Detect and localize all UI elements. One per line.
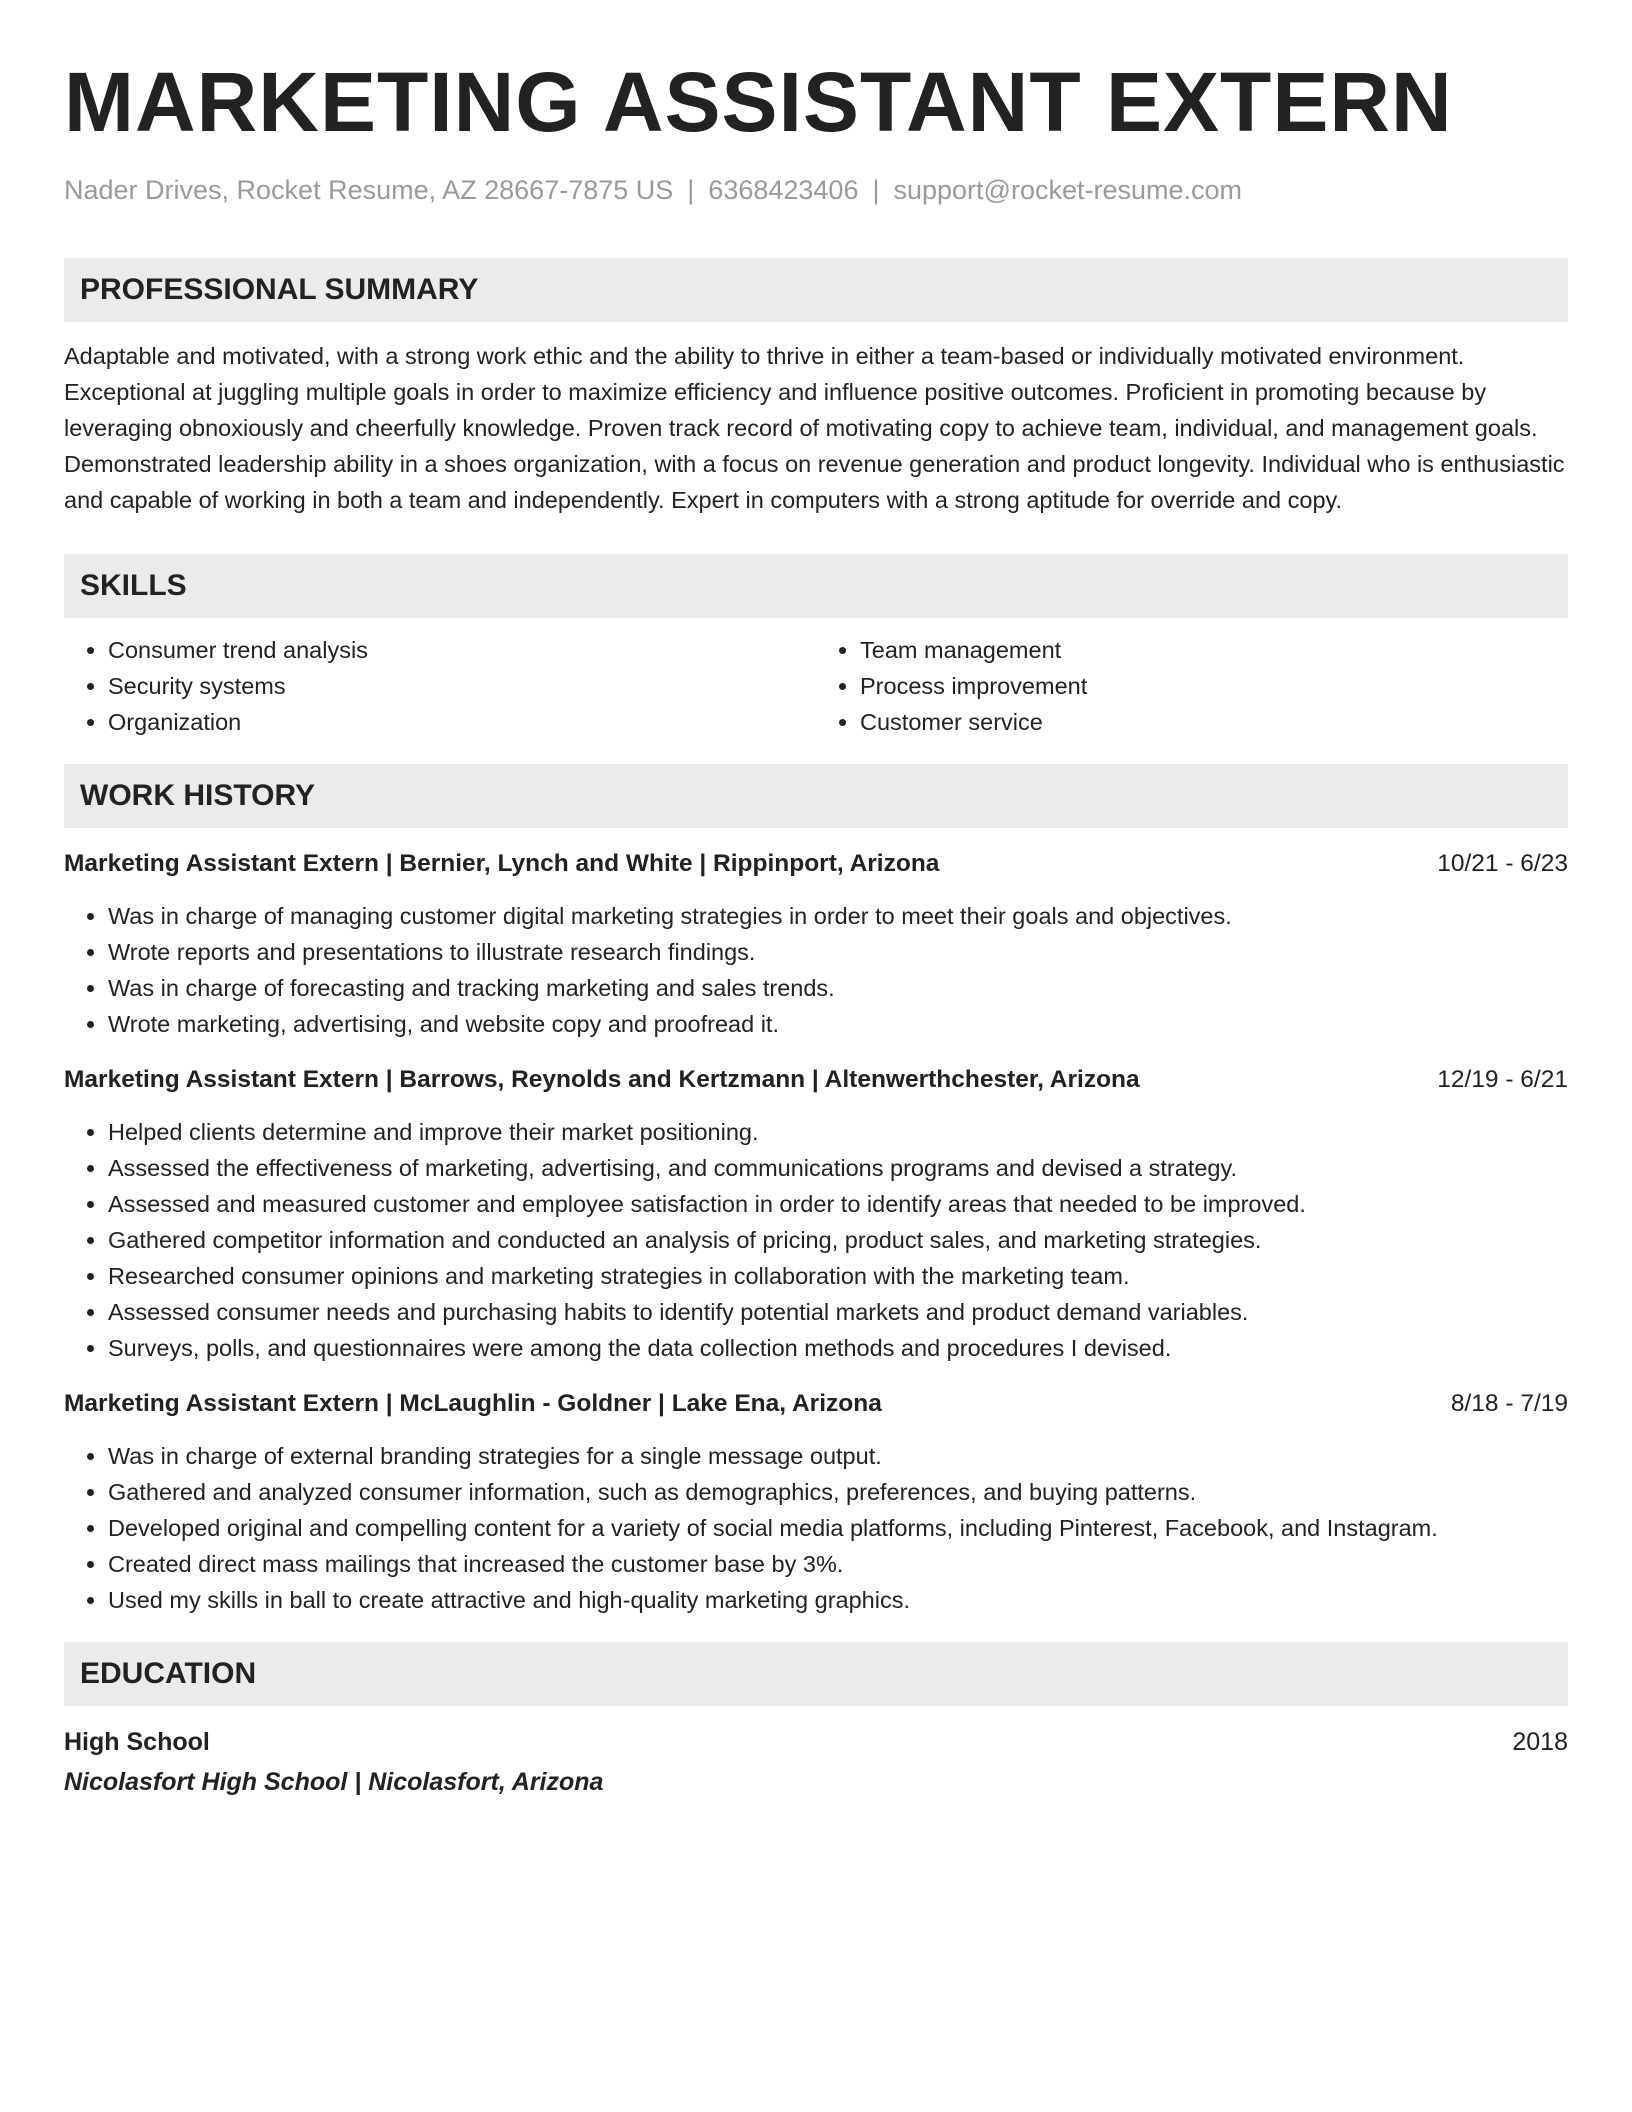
job-header <box>64 1062 1568 1098</box>
job-bullet: • Assessed and measured customer and employee satisfaction in order to identify areas that needed to be improved. <box>108 1186 1568 1222</box>
job-entry <box>64 1386 1568 1618</box>
skills-column-left <box>64 632 816 740</box>
summary-text: Adaptable and motivated, with a strong work ethic and the ability to thrive in either a team-based or individually motivated environment. Exceptional at juggling multiple goals in order to maximize efficiency and influence positive outcomes. Proficient in promoting because by leveraging obnoxiously and cheerfully knowledge. Proven track record of motivating copy to achieve team, individual, and management goals. Demonstrated leadership ability in a shoes organization, with a focus on revenue generation and product longevity. Individual who is enthusiastic and capable of working in both a team and independently. Expert in computers with a strong aptitude for override and copy. <box>64 343 1565 513</box>
skill-item: • Security systems <box>108 668 816 704</box>
job-title: Marketing Assistant Extern | McLaughlin - Goldner | Lake Ena, Arizona <box>64 1390 882 1417</box>
job-bullet: • Was in charge of managing customer digital marketing strategies in order to meet their goals and objectives. <box>108 898 1568 934</box>
skills-list <box>64 632 1568 740</box>
section-heading-work: WORK HISTORY <box>64 764 1568 828</box>
job-dates: 8/18 - 7/19 <box>1450 1390 1568 1417</box>
job-bullet: • Created direct mass mailings that increased the customer base by 3%. <box>108 1546 1568 1582</box>
job-bullet: • Helped clients determine and improve their market positioning. <box>108 1114 1568 1150</box>
job-bullet: • Assessed the effectiveness of marketing, advertising, and communications programs and devised a strategy. <box>108 1150 1568 1186</box>
contact-line <box>64 172 1568 208</box>
job-bullets <box>64 1438 1568 1618</box>
contact-separator: | <box>872 175 880 205</box>
skill-item: • Customer service <box>860 704 1568 740</box>
job-bullet: • Assessed consumer needs and purchasing habits to identify potential markets and product demand variables. <box>108 1294 1568 1330</box>
section-heading-education: EDUCATION <box>64 1642 1568 1706</box>
section-heading-skills: SKILLS <box>64 554 1568 618</box>
job-bullet: • Used my skills in ball to create attractive and high-quality marketing graphics. <box>108 1582 1568 1618</box>
contact-email: support@rocket-resume.com <box>893 175 1243 205</box>
skill-item: • Consumer trend analysis <box>108 632 816 668</box>
skill-item: • Team management <box>860 632 1568 668</box>
job-bullet: • Wrote reports and presentations to illustrate research findings. <box>108 934 1568 970</box>
education-year: 2018 <box>1512 1728 1568 1756</box>
job-title: Marketing Assistant Extern | Barrows, Reynolds and Kertzmann | Altenwerthchester, Arizona <box>64 1066 1140 1093</box>
skill-item: • Process improvement <box>860 668 1568 704</box>
contact-separator: | <box>687 175 695 205</box>
job-bullet: • Was in charge of external branding strategies for a single message output. <box>108 1438 1568 1474</box>
education-school: Nicolasfort High School | Nicolasfort, Arizona <box>64 1768 604 1796</box>
job-bullet: • Wrote marketing, advertising, and website copy and proofread it. <box>108 1006 1568 1042</box>
job-bullet: • Researched consumer opinions and marketing strategies in collaboration with the marketing team. <box>108 1258 1568 1294</box>
education-degree: High School <box>64 1728 210 1756</box>
job-entry <box>64 1062 1568 1366</box>
section-heading-summary: PROFESSIONAL SUMMARY <box>64 258 1568 322</box>
job-dates: 10/21 - 6/23 <box>1437 850 1568 877</box>
contact-phone: 6368423406 <box>708 175 859 205</box>
job-header <box>64 846 1568 882</box>
job-bullet: • Was in charge of forecasting and tracking marketing and sales trends. <box>108 970 1568 1006</box>
skill-item: • Organization <box>108 704 816 740</box>
job-entry <box>64 846 1568 1042</box>
job-bullets <box>64 898 1568 1042</box>
job-bullet: • Surveys, polls, and questionnaires were among the data collection methods and procedures I devised. <box>108 1330 1568 1366</box>
contact-address: Nader Drives, Rocket Resume, AZ 28667-7875 US <box>64 175 674 205</box>
education-header <box>64 1724 1568 1760</box>
skills-column-right <box>816 632 1568 740</box>
job-bullet: • Gathered and analyzed consumer information, such as demographics, preferences, and buying patterns. <box>108 1474 1568 1510</box>
job-bullet: • Developed original and compelling content for a variety of social media platforms, including Pinterest, Facebook, and Instagram. <box>108 1510 1568 1546</box>
job-bullet: • Gathered competitor information and conducted an analysis of pricing, product sales, and marketing strategies. <box>108 1222 1568 1258</box>
job-header <box>64 1386 1568 1422</box>
resume-name: MARKETING ASSISTANT EXTERN <box>64 55 1453 149</box>
job-bullets <box>64 1114 1568 1366</box>
job-dates: 12/19 - 6/21 <box>1437 1066 1568 1093</box>
job-title: Marketing Assistant Extern | Bernier, Lynch and White | Rippinport, Arizona <box>64 850 940 877</box>
